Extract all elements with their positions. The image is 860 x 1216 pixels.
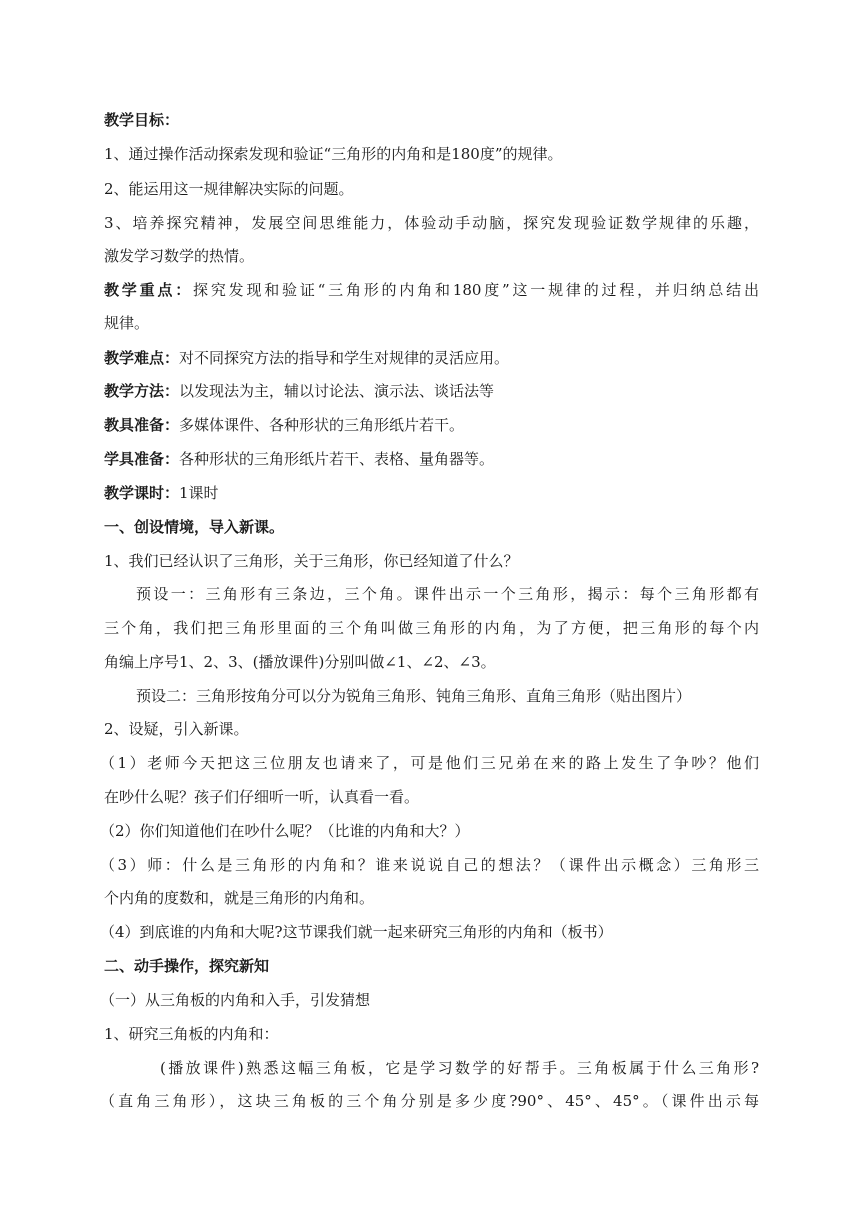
- goal-item-3-cont: 激发学习数学的热情。: [104, 247, 255, 265]
- preset1-line-2: 三个角，我们把三角形里面的三个角叫做三角形的内角，为了方便，把三角形的每个内: [104, 619, 759, 637]
- section1-heading: 一、创设情境，导入新课。: [104, 518, 285, 536]
- preset1-line-3: 角编上序号1、2、3、(播放课件)分别叫做∠1、∠2、∠3。: [104, 653, 496, 671]
- difficulty-text: 对不同探究方法的指导和学生对规律的灵活应用。: [179, 349, 510, 367]
- difficulty-line: [104, 348, 509, 368]
- goal-item-2: 2、能运用这一规律解决实际的问题。: [104, 180, 354, 198]
- para1-line-1: （1）老师今天把这三位朋友也请来了，可是他们三兄弟在来的路上发生了争吵？他们: [100, 754, 759, 772]
- method-text: 以发现法为主，辅以讨论法、演示法、谈话法等: [179, 382, 495, 400]
- section2-item1: 1、研究三角板的内角和：: [104, 1025, 279, 1043]
- section2-para-line-1: (播放课件)熟悉这幅三角板，它是学习数学的好帮手。三角板属于什么三角形?: [160, 1059, 759, 1077]
- section1-q2: 2、设疑，引入新课。: [104, 720, 249, 738]
- student-tools-line: [104, 449, 494, 469]
- method-line: [104, 381, 494, 401]
- goal-item-1: 1、通过操作活动探索发现和验证“三角形的内角和是180度”的规律。: [104, 145, 563, 163]
- method-label: 教学方法：: [104, 382, 180, 400]
- para1-line-2: 在吵什么呢？孩子们仔细听一听，认真看一看。: [104, 788, 420, 806]
- section2-para-line-2: （直角三角形），这块三角板的三个角分别是多少度?90°、45°、45°。（课件出示每: [100, 1092, 759, 1110]
- hours-label: 教学课时：: [104, 484, 180, 502]
- key-points-text: 探究发现和验证“三角形的内角和180度”这一规律的过程，并归纳总结出: [193, 281, 759, 299]
- para3-line-1: （3）师：什么是三角形的内角和？谁来说说自己的想法？（课件出示概念）三角形三: [100, 856, 759, 874]
- section1-q1: 1、我们已经认识了三角形，关于三角形，你已经知道了什么？: [104, 552, 519, 570]
- key-points-line: [104, 280, 759, 300]
- section2-heading: 二、动手操作，探究新知: [104, 957, 270, 975]
- hours-text: 1课时: [179, 484, 219, 502]
- para2-line: （2）你们知道他们在吵什么呢？（比谁的内角和大？）: [100, 822, 470, 840]
- section2-sub1: （一）从三角板的内角和入手，引发猜想: [100, 991, 371, 1009]
- student-tools-label: 学具准备：: [104, 450, 180, 468]
- teacher-tools-line: [104, 415, 464, 435]
- teacher-tools-text: 多媒体课件、各种形状的三角形纸片若干。: [179, 416, 465, 434]
- difficulty-label: 教学难点：: [104, 349, 180, 367]
- hours-line: [104, 483, 219, 503]
- para3-line-2: 个内角的度数和，就是三角形的内角和。: [104, 889, 375, 907]
- para4-line: （4）到底谁的内角和大呢?这节课我们就一起来研究三角形的内角和（板书）: [100, 923, 613, 941]
- preset2-line: 预设二：三角形按角分可以分为锐角三角形、钝角三角形、直角三角形（贴出图片）: [136, 687, 692, 705]
- goals-heading: 教学目标：: [104, 111, 180, 129]
- goal-item-3: 3、培养探究精神，发展空间思维能力，体验动手动脑，探究发现验证数学规律的乐趣，: [104, 214, 759, 232]
- student-tools-text: 各种形状的三角形纸片若干、表格、量角器等。: [179, 450, 495, 468]
- key-points-label: 教学重点：: [104, 281, 194, 299]
- teacher-tools-label: 教具准备：: [104, 416, 180, 434]
- key-points-cont: 规律。: [104, 314, 150, 332]
- preset1-line-1: 预设一：三角形有三条边，三个角。课件出示一个三角形，揭示：每个三角形都有: [136, 585, 759, 603]
